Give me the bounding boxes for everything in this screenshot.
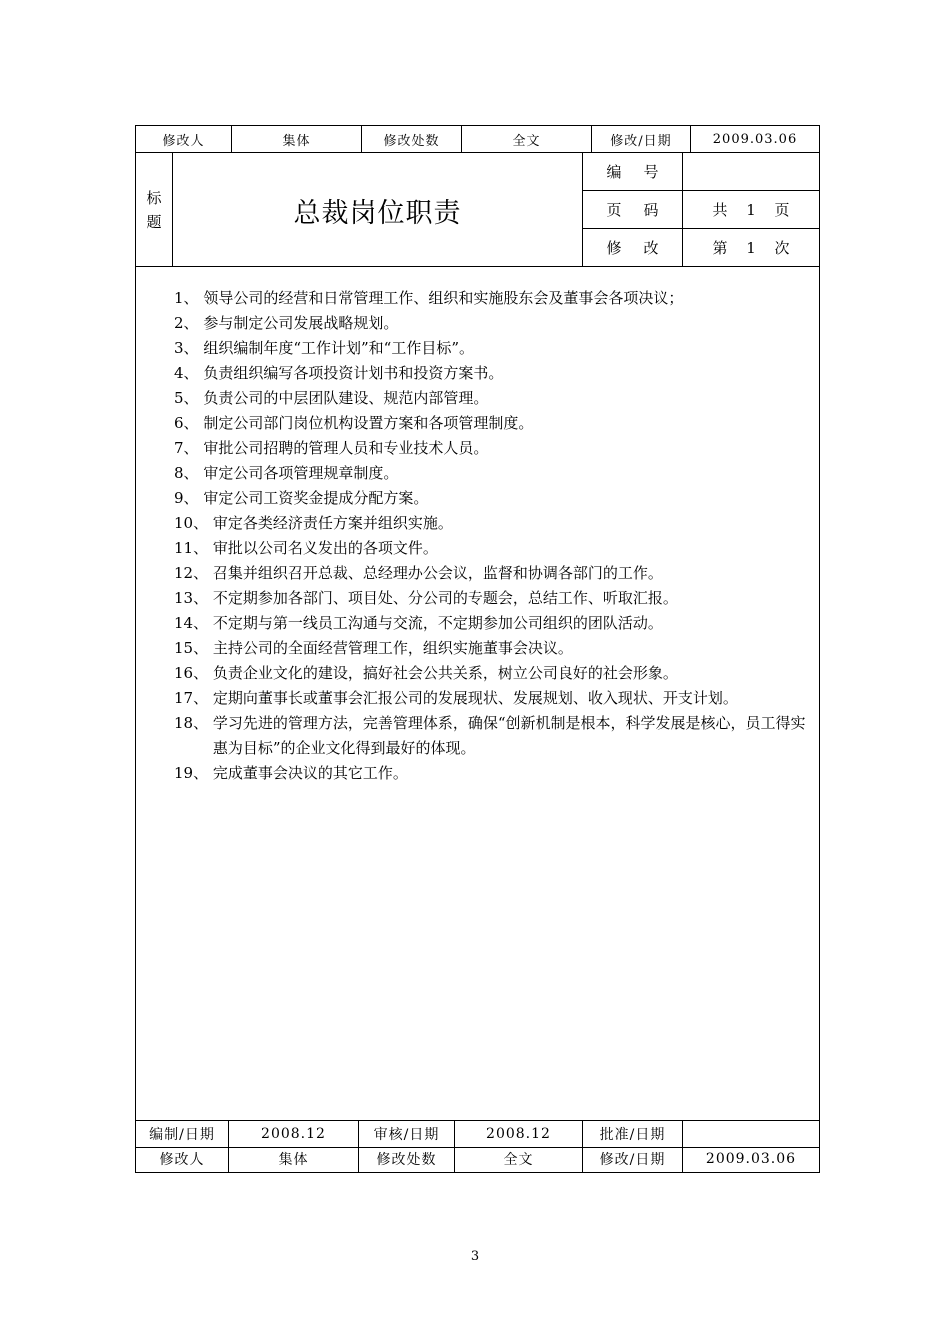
list-item-text: 审批以公司名义发出的各项文件。 — [212, 539, 438, 557]
page-number: 3 — [470, 1249, 480, 1264]
list-item-text: 召集并组织召开总裁、总经理办公会议，监督和协调各部门的工作。 — [212, 564, 663, 582]
meta-pages-value: 共 1 页 — [712, 201, 790, 219]
meta-pages-label: 页码 — [583, 191, 683, 228]
list-item-number: 10、 — [174, 514, 213, 532]
list-item — [174, 661, 811, 686]
list-item-number: 15、 — [174, 639, 213, 657]
list-item-text: 参与制定公司发展战略规划。 — [203, 314, 399, 332]
list-item-text: 不定期参加各部门、项目处、分公司的专题会，总结工作、听取汇报。 — [212, 589, 678, 607]
footer-modifier-label: 修改人 — [136, 1146, 229, 1172]
list-item — [174, 761, 811, 786]
list-item-number: 17、 — [174, 689, 213, 707]
list-item-number: 13、 — [174, 589, 213, 607]
list-item — [174, 311, 811, 336]
list-item-number: 5、 — [174, 389, 204, 407]
list-item-text: 领导公司的经营和日常管理工作、组织和实施股东会及董事会各项决议； — [203, 289, 684, 307]
list-item-text: 学习先进的管理方法，完善管理体系，确保“创新机制是根本，科学发展是核心，员工得实惠为目标”的企业文化得到最好的体现。 — [212, 714, 806, 757]
footer-modified-date-label: 修改/日期 — [583, 1146, 683, 1172]
header-row — [136, 126, 819, 153]
list-item — [174, 486, 811, 511]
header-change-count-value: 全文 — [462, 126, 592, 152]
footer-reviewed-label: 审核/日期 — [359, 1120, 455, 1147]
list-item-text: 负责组织编写各项投资计划书和投资方案书。 — [203, 364, 504, 382]
list-item-text: 审定公司工资奖金提成分配方案。 — [203, 489, 429, 507]
meta-revision-value: 第 1 次 — [712, 239, 790, 257]
list-item-text: 定期向董事长或董事会汇报公司的发展现状、发展规划、收入现状、开支计划。 — [212, 689, 738, 707]
list-item-number: 3、 — [174, 339, 204, 357]
list-item-text: 审定公司各项管理规章制度。 — [203, 464, 399, 482]
list-item-number: 12、 — [174, 564, 213, 582]
title-side-label-char-2: 题 — [146, 213, 162, 231]
list-item-number: 9、 — [174, 489, 204, 507]
meta-revision-label: 修改 — [583, 229, 683, 266]
list-item — [174, 386, 811, 411]
list-item-number: 7、 — [174, 439, 204, 457]
header-modified-date-value: 2009.03.06 — [712, 131, 798, 147]
title-side-label-char-1: 标 — [146, 189, 162, 207]
list-item — [174, 336, 811, 361]
list-item — [174, 286, 811, 311]
meta-row-revision — [583, 229, 819, 267]
list-item-text: 审定各类经济责任方案并组织实施。 — [212, 514, 453, 532]
footer-prepared-label: 编制/日期 — [136, 1120, 229, 1147]
list-item-text: 不定期与第一线员工沟通与交流，不定期参加公司组织的团队活动。 — [212, 614, 663, 632]
duties-list — [174, 286, 811, 786]
list-item — [174, 611, 811, 636]
list-item-text: 完成董事会决议的其它工作。 — [212, 764, 408, 782]
list-item-number: 8、 — [174, 464, 204, 482]
list-item-number: 16、 — [174, 664, 213, 682]
header-change-count-label: 修改处数 — [362, 126, 462, 152]
list-item — [174, 361, 811, 386]
duties-section — [136, 267, 819, 1121]
footer-modified-date-value: 2009.03.06 — [705, 1151, 797, 1167]
meta-row-pages — [583, 191, 819, 229]
list-item-text: 负责公司的中层团队建设、规范内部管理。 — [203, 389, 489, 407]
footer-row-revision — [136, 1146, 819, 1172]
list-item-text: 审批公司招聘的管理人员和专业技术人员。 — [203, 439, 489, 457]
list-item-text: 制定公司部门岗位机构设置方案和各项管理制度。 — [203, 414, 534, 432]
list-item — [174, 561, 811, 586]
list-item — [174, 461, 811, 486]
list-item-number: 11、 — [174, 539, 213, 557]
footer-change-count-value: 全文 — [455, 1146, 583, 1172]
list-item-number: 1、 — [174, 289, 204, 307]
list-item-number: 14、 — [174, 614, 213, 632]
header-modified-date-label: 修改/日期 — [592, 126, 691, 152]
footer-prepared-value: 2008.12 — [229, 1120, 359, 1147]
list-item — [174, 411, 811, 436]
list-item — [174, 586, 811, 611]
list-item — [174, 511, 811, 536]
list-item — [174, 686, 811, 711]
footer-row-approval — [136, 1120, 819, 1148]
list-item-number: 6、 — [174, 414, 204, 432]
footer-reviewed-value: 2008.12 — [455, 1120, 583, 1147]
title-side-label — [136, 153, 173, 267]
list-item-number: 19、 — [174, 764, 213, 782]
list-item — [174, 636, 811, 661]
footer-change-count-label: 修改处数 — [359, 1146, 455, 1172]
meta-row-number — [583, 153, 819, 191]
list-item-text: 负责企业文化的建设，搞好社会公共关系，树立公司良好的社会形象。 — [212, 664, 678, 682]
list-item — [174, 711, 811, 761]
meta-number-value — [683, 153, 819, 190]
footer-approved-value — [683, 1120, 819, 1147]
list-item-text: 组织编制年度“工作计划”和“工作目标”。 — [203, 339, 474, 357]
meta-number-label: 编号 — [583, 153, 683, 190]
job-description-form — [135, 125, 820, 1173]
list-item — [174, 536, 811, 561]
list-item-text: 主持公司的全面经营管理工作，组织实施董事会决议。 — [212, 639, 573, 657]
header-modifier-value: 集体 — [232, 126, 362, 152]
list-item-number: 4、 — [174, 364, 204, 382]
list-item-number: 2、 — [174, 314, 204, 332]
list-item — [174, 436, 811, 461]
header-modifier-label: 修改人 — [136, 126, 232, 152]
footer-modifier-value: 集体 — [229, 1146, 359, 1172]
list-item-number: 18、 — [174, 714, 213, 732]
footer-approved-label: 批准/日期 — [583, 1120, 683, 1147]
document-title: 总裁岗位职责 — [173, 153, 583, 267]
